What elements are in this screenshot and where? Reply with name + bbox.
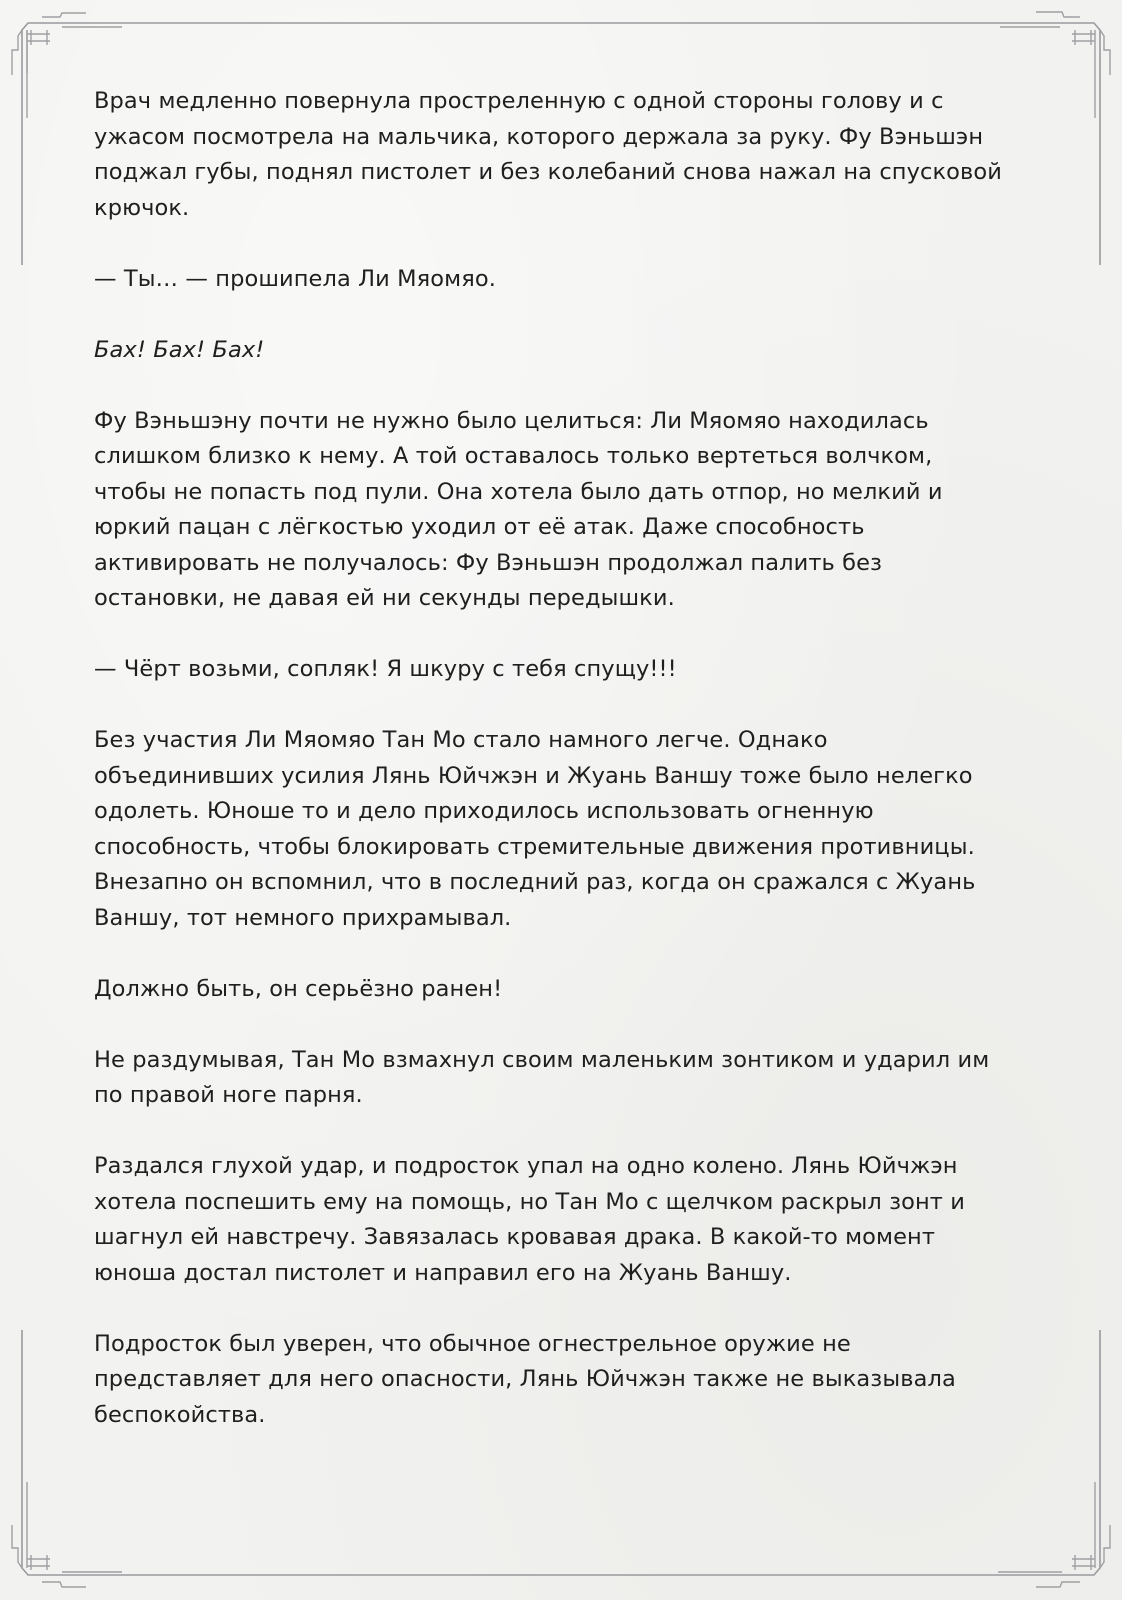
paragraph-4: [94, 404, 1034, 617]
text-line: Бах! Бах! Бах!: [94, 336, 265, 363]
text-line: остановки, не давая ей ни секунды передышки.: [94, 585, 675, 611]
text-line: юноша достал пистолет и направил его на Жуань Ваншу.: [94, 1259, 792, 1286]
text-line: Фу Вэньшэну почти не нужно было целиться: Ли Мяомяо находилась: [94, 407, 929, 434]
text-line: Раздался глухой удар, и подросток упал на одно колено. Лянь Юйчжэн: [94, 1153, 958, 1179]
text-line: Без участия Ли Мяомяо Тан Мо стало намного легче. Однако: [94, 727, 828, 753]
text-line: хотела поспешить ему на помощь, но Тан Мо с щелчком раскрыл зонт и: [94, 1188, 965, 1215]
text-line: Внезапно он вспомнил, что в последний раз, когда он сражался с Жуань: [94, 869, 976, 895]
paragraph-7: [94, 972, 1034, 1008]
text-line: одолеть. Юноше то и дело приходилось использовать огненную: [94, 798, 874, 824]
text-line: Врач медленно повернула простреленную с одной стороны голову и с: [94, 88, 944, 114]
text-line: ужасом посмотрела на мальчика, которого держала за руку. Фу Вэньшэн: [94, 123, 984, 150]
paragraph-10: [94, 1327, 1034, 1434]
text-line: Ваншу, тот немного прихрамывал.: [94, 904, 512, 931]
text-line: способность, чтобы блокировать стремительные движения противницы.: [94, 833, 975, 860]
text-line: по правой ноге парня.: [94, 1082, 363, 1108]
text-line: Не раздумывая, Тан Мо взмахнул своим маленьким зонтиком и ударил им: [94, 1046, 990, 1073]
document-body: [94, 84, 1034, 1469]
text-line: Подросток был уверен, что обычное огнестрельное оружие не: [94, 1330, 851, 1357]
text-line: Должно быть, он серьёзно ранен!: [94, 975, 503, 1002]
text-line: крючок.: [94, 194, 190, 221]
paragraph-2: [94, 262, 1034, 298]
paragraph-6: [94, 723, 1034, 936]
corner-ornament-bottom-right: [998, 1482, 1110, 1587]
paragraph-3-italic: [94, 333, 1034, 369]
paragraph-5: [94, 652, 1034, 688]
frame-top-edge: [22, 22, 290, 68]
text-line: шагнул ей навстречу. Завязалась кровавая драка. В какой-то момент: [94, 1224, 936, 1250]
text-line: слишком близко к нему. А той оставалось только вертеться волчком,: [94, 443, 933, 469]
text-line: юркий пацан с лёгкостью уходил от её атак. Даже способность: [94, 514, 865, 540]
text-line: — Ты… — прошипела Ли Мяомяо.: [94, 265, 496, 292]
text-line: объединивших усилия Лянь Юйчжэн и Жуань Ваншу тоже было нелегко: [94, 762, 973, 789]
text-line: поджал губы, поднял пистолет и без колебаний снова нажал на спусковой: [94, 159, 1002, 185]
paragraph-8: [94, 1043, 1034, 1114]
text-line: — Чёрт возьми, сопляк! Я шкуру с тебя спущу!!!: [94, 656, 677, 682]
corner-ornament-bottom-left: [12, 1482, 122, 1587]
text-line: представляет для него опасности, Лянь Юйчжэн также не выказывала: [94, 1366, 956, 1392]
paragraph-1: [94, 84, 1034, 226]
text-line: беспокойства.: [94, 1401, 266, 1428]
paragraph-9: [94, 1149, 1034, 1291]
text-line: чтобы не попасть под пули. Она хотела было дать отпор, но мелкий и: [94, 478, 943, 505]
text-line: активировать не получалось: Фу Вэньшэн продолжал палить без: [94, 549, 883, 576]
